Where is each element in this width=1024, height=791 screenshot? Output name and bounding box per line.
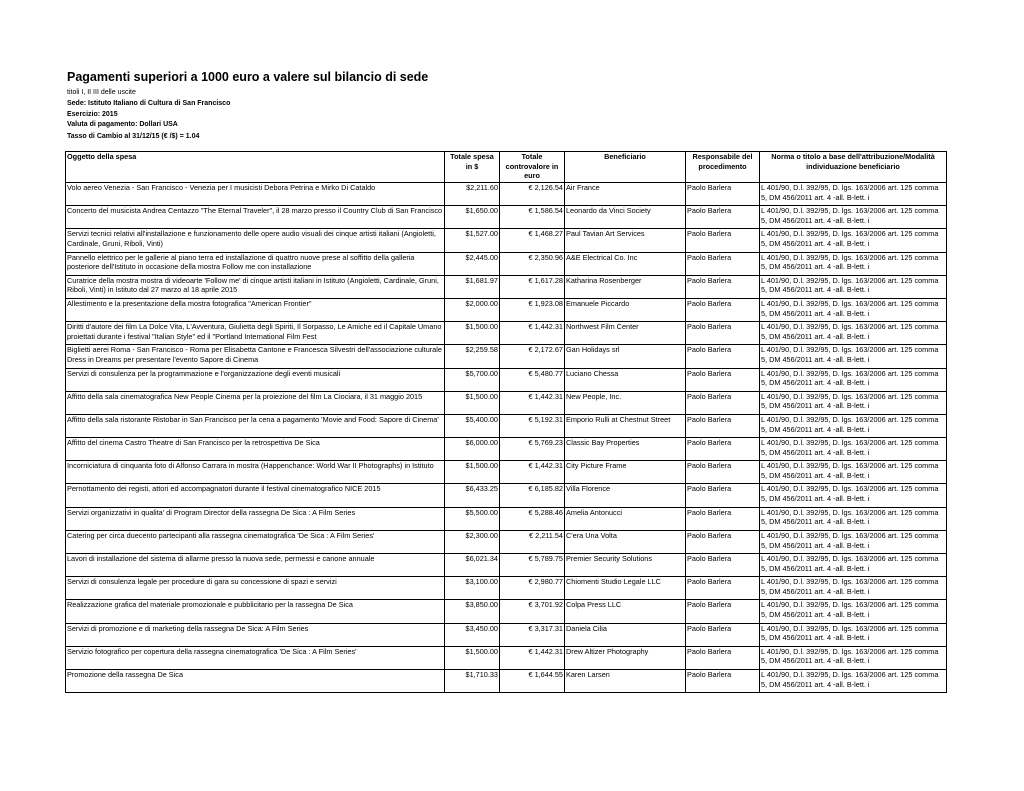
- cell-norma: L 401/90, D.l. 392/95, D. lgs. 163/2006 art. 125 comma 5, DM 456/2011 art. 4 -all. B-lett. i: [760, 530, 947, 553]
- table-row: [66, 461, 947, 484]
- cell-responsabile: Paolo Barlera: [686, 646, 760, 669]
- cell-norma: L 401/90, D.l. 392/95, D. lgs. 163/2006 art. 125 comma 5, DM 456/2011 art. 4 -all. B-lett. i: [760, 229, 947, 252]
- cell-norma: L 401/90, D.l. 392/95, D. lgs. 163/2006 art. 125 comma 5, DM 456/2011 art. 4 -all. B-lett. i: [760, 646, 947, 669]
- cell-totale-usd: $2,445.00: [445, 252, 500, 275]
- cell-totale-eur: € 2,350.96: [500, 252, 565, 275]
- cell-norma: L 401/90, D.l. 392/95, D. lgs. 163/2006 art. 125 comma 5, DM 456/2011 art. 4 -all. B-lett. i: [760, 507, 947, 530]
- table-row: [66, 669, 947, 692]
- cell-beneficiario: Leonardo da Vinci Society: [565, 206, 686, 229]
- cell-responsabile: Paolo Barlera: [686, 391, 760, 414]
- table-header-row: [66, 152, 947, 183]
- cell-norma: L 401/90, D.l. 392/95, D. lgs. 163/2006 art. 125 comma 5, DM 456/2011 art. 4 -all. B-lett. i: [760, 252, 947, 275]
- cell-responsabile: Paolo Barlera: [686, 530, 760, 553]
- header-beneficiario: Beneficiario: [565, 152, 686, 183]
- cell-oggetto: Catering per circa duecento partecipanti alla rassegna cinematografica 'De Sica : A Film Series': [66, 530, 445, 553]
- cell-totale-usd: $2,300.00: [445, 530, 500, 553]
- cell-oggetto: Realizzazione grafica del materiale promozionale e pubblicitario per la rassegna De Sica: [66, 600, 445, 623]
- cell-totale-eur: € 5,192.31: [500, 414, 565, 437]
- cell-oggetto: Promozione della rassegna De Sica: [66, 669, 445, 692]
- cell-norma: L 401/90, D.l. 392/95, D. lgs. 163/2006 art. 125 comma 5, DM 456/2011 art. 4 -all. B-lett. i: [760, 669, 947, 692]
- cell-responsabile: Paolo Barlera: [686, 554, 760, 577]
- table-row: [66, 275, 947, 298]
- esercizio-label: Esercizio: 2015: [67, 111, 118, 118]
- cell-totale-usd: $6,000.00: [445, 438, 500, 461]
- cell-norma: L 401/90, D.l. 392/95, D. lgs. 163/2006 art. 125 comma 5, DM 456/2011 art. 4 -all. B-lett. i: [760, 414, 947, 437]
- cell-oggetto: Servizi di consulenza legale per procedure di gara su concessione di spazi e servizi: [66, 577, 445, 600]
- cell-totale-usd: $2,000.00: [445, 298, 500, 321]
- cell-totale-usd: $1,650.00: [445, 206, 500, 229]
- table-row: [66, 623, 947, 646]
- cell-totale-eur: € 1,468.27: [500, 229, 565, 252]
- cell-norma: L 401/90, D.l. 392/95, D. lgs. 163/2006 art. 125 comma 5, DM 456/2011 art. 4 -all. B-lett. i: [760, 298, 947, 321]
- cell-oggetto: Diritti d'autore dei film La Dolce Vita, L'Avventura, Giulietta degli Spiriti, Il Sorpasso, Le Amiche ed il Capitale Umano proiettati durante i festival "Italian Style" ed il "Portland International Film Fest: [66, 322, 445, 345]
- cell-responsabile: Paolo Barlera: [686, 322, 760, 345]
- cell-norma: L 401/90, D.l. 392/95, D. lgs. 163/2006 art. 125 comma 5, DM 456/2011 art. 4 -all. B-lett. i: [760, 206, 947, 229]
- cell-totale-usd: $1,500.00: [445, 461, 500, 484]
- cell-totale-eur: € 5,789.75: [500, 554, 565, 577]
- cell-norma: L 401/90, D.l. 392/95, D. lgs. 163/2006 art. 125 comma 5, DM 456/2011 art. 4 -all. B-lett. i: [760, 484, 947, 507]
- header-oggetto: Oggetto della spesa: [66, 152, 445, 183]
- document-subtitle: titoli I, II III delle uscite: [67, 89, 136, 96]
- cell-norma: L 401/90, D.l. 392/95, D. lgs. 163/2006 art. 125 comma 5, DM 456/2011 art. 4 -all. B-lett. i: [760, 461, 947, 484]
- header-totale-usd: Totale spesa in $: [445, 152, 500, 183]
- cell-oggetto: Affitto della sala ristorante Ristobar in San Francisco per la cena a pagamento 'Movie and Food: Sapore di Cinema': [66, 414, 445, 437]
- cell-oggetto: Affitto della sala cinematografica New People Cinema per la proiezione del film La Ciociara, il 31 maggio 2015: [66, 391, 445, 414]
- cell-oggetto: Servizi tecnici relativi all'installazione e funzionamento delle opere audio visuali dei cinque artisti italiani (Angioletti, Cardinale, Gruni, Riboli, Vinti): [66, 229, 445, 252]
- cell-totale-usd: $1,500.00: [445, 322, 500, 345]
- cell-responsabile: Paolo Barlera: [686, 252, 760, 275]
- cell-beneficiario: Gan Holidays srl: [565, 345, 686, 368]
- table-row: [66, 414, 947, 437]
- cell-norma: L 401/90, D.l. 392/95, D. lgs. 163/2006 art. 125 comma 5, DM 456/2011 art. 4 -all. B-lett. i: [760, 577, 947, 600]
- cell-totale-usd: $1,710.33: [445, 669, 500, 692]
- cell-beneficiario: Northwest Film Center: [565, 322, 686, 345]
- sede-label: Sede: Istituto Italiano di Cultura di San Francisco: [67, 100, 231, 107]
- cell-totale-usd: $5,400.00: [445, 414, 500, 437]
- cell-norma: L 401/90, D.l. 392/95, D. lgs. 163/2006 art. 125 comma 5, DM 456/2011 art. 4 -all. B-lett. i: [760, 183, 947, 206]
- cell-totale-usd: $1,527.00: [445, 229, 500, 252]
- header-totale-eur: Totale controvalore in euro: [500, 152, 565, 183]
- cell-norma: L 401/90, D.l. 392/95, D. lgs. 163/2006 art. 125 comma 5, DM 456/2011 art. 4 -all. B-lett. i: [760, 275, 947, 298]
- cell-totale-eur: € 1,442.31: [500, 322, 565, 345]
- cell-beneficiario: Karen Larsen: [565, 669, 686, 692]
- cell-beneficiario: A&E Electrical Co. Inc: [565, 252, 686, 275]
- table-row: [66, 484, 947, 507]
- cell-responsabile: Paolo Barlera: [686, 183, 760, 206]
- cell-totale-usd: $3,450.00: [445, 623, 500, 646]
- cell-responsabile: Paolo Barlera: [686, 461, 760, 484]
- cell-beneficiario: Drew Altizer Photography: [565, 646, 686, 669]
- cell-oggetto: Pannello elettrico per le gallerie al piano terra ed installazione di quattro nuove prese al soffitto della galleria posteriore dell'Istituto in occasione della mostra Follow me con installazione: [66, 252, 445, 275]
- cell-totale-eur: € 1,644.55: [500, 669, 565, 692]
- cell-totale-usd: $1,500.00: [445, 646, 500, 669]
- cell-beneficiario: Katharina Rosenberger: [565, 275, 686, 298]
- cell-beneficiario: Premier Security Solutions: [565, 554, 686, 577]
- cell-responsabile: Paolo Barlera: [686, 229, 760, 252]
- cell-totale-eur: € 2,980.77: [500, 577, 565, 600]
- cell-oggetto: Curatrice della mostra mostra di videoarte 'Follow me' di cinque artisti italiani in Istituto (Angioletti, Cardinale, Gruni, Riboli, Vinti) in Istituto dal 27 marzo al 18 aprile 2015: [66, 275, 445, 298]
- cell-beneficiario: C'era Una Volta: [565, 530, 686, 553]
- cell-totale-eur: € 6,185.82: [500, 484, 565, 507]
- cell-beneficiario: Emanuele Piccardo: [565, 298, 686, 321]
- cell-totale-eur: € 1,442.31: [500, 461, 565, 484]
- cell-responsabile: Paolo Barlera: [686, 275, 760, 298]
- table-row: [66, 183, 947, 206]
- table-row: [66, 368, 947, 391]
- cell-beneficiario: Paul Tavian Art Services: [565, 229, 686, 252]
- cell-norma: L 401/90, D.l. 392/95, D. lgs. 163/2006 art. 125 comma 5, DM 456/2011 art. 4 -all. B-lett. i: [760, 391, 947, 414]
- cell-beneficiario: Amelia Antonucci: [565, 507, 686, 530]
- cell-beneficiario: City Picture Frame: [565, 461, 686, 484]
- table-row: [66, 298, 947, 321]
- cell-norma: L 401/90, D.l. 392/95, D. lgs. 163/2006 art. 125 comma 5, DM 456/2011 art. 4 -all. B-lett. i: [760, 554, 947, 577]
- cell-norma: L 401/90, D.l. 392/95, D. lgs. 163/2006 art. 125 comma 5, DM 456/2011 art. 4 -all. B-lett. i: [760, 322, 947, 345]
- cell-responsabile: Paolo Barlera: [686, 414, 760, 437]
- table-row: [66, 554, 947, 577]
- table-row: [66, 577, 947, 600]
- cell-totale-usd: $1,500.00: [445, 391, 500, 414]
- cell-norma: L 401/90, D.l. 392/95, D. lgs. 163/2006 art. 125 comma 5, DM 456/2011 art. 4 -all. B-lett. i: [760, 368, 947, 391]
- cell-responsabile: Paolo Barlera: [686, 623, 760, 646]
- cell-beneficiario: Colpa Press LLC: [565, 600, 686, 623]
- cell-responsabile: Paolo Barlera: [686, 507, 760, 530]
- cell-totale-eur: € 1,586.54: [500, 206, 565, 229]
- cell-oggetto: Servizi di promozione e di marketing della rassegna De Sica: A Film Series: [66, 623, 445, 646]
- cell-oggetto: Biglietti aerei Roma - San Francisco - Roma per Elisabetta Cantone e Francesca Silvestri dell'associazione culturale Dress in Dreams per presentare l'evento Sapore di Cinema: [66, 345, 445, 368]
- cell-responsabile: Paolo Barlera: [686, 298, 760, 321]
- table-row: [66, 229, 947, 252]
- cell-oggetto: Affitto del cinema Castro Theatre di San Francisco per la retrospettiva De Sica: [66, 438, 445, 461]
- cell-responsabile: Paolo Barlera: [686, 669, 760, 692]
- cell-totale-eur: € 1,442.31: [500, 391, 565, 414]
- table-row: [66, 252, 947, 275]
- cell-totale-eur: € 2,126.54: [500, 183, 565, 206]
- cell-totale-eur: € 3,317.31: [500, 623, 565, 646]
- header-norma: Norma o titolo a base dell'attribuzione/Modalità individuazione beneficiario: [760, 152, 947, 183]
- cell-totale-eur: € 5,480.77: [500, 368, 565, 391]
- cell-totale-usd: $2,259.58: [445, 345, 500, 368]
- cell-responsabile: Paolo Barlera: [686, 368, 760, 391]
- tasso-label: Tasso di Cambio al 31/12/15 (€ /$) = 1.04: [67, 133, 200, 140]
- cell-oggetto: Incorniciatura di cinquanta foto di Alfonso Carrara in mostra (Happenchance: World War II Photographs) in Istituto: [66, 461, 445, 484]
- cell-beneficiario: Daniela Cilia: [565, 623, 686, 646]
- cell-beneficiario: Emporio Rulli at Chestnut Street: [565, 414, 686, 437]
- cell-oggetto: Allestimento e la presentazione della mostra fotografica "American Frontier": [66, 298, 445, 321]
- document-title: Pagamenti superiori a 1000 euro a valere sul bilancio di sede: [67, 70, 429, 84]
- cell-norma: L 401/90, D.l. 392/95, D. lgs. 163/2006 art. 125 comma 5, DM 456/2011 art. 4 -all. B-lett. i: [760, 345, 947, 368]
- cell-totale-eur: € 5,288.46: [500, 507, 565, 530]
- cell-norma: L 401/90, D.l. 392/95, D. lgs. 163/2006 art. 125 comma 5, DM 456/2011 art. 4 -all. B-lett. i: [760, 438, 947, 461]
- cell-totale-usd: $3,850.00: [445, 600, 500, 623]
- cell-responsabile: Paolo Barlera: [686, 484, 760, 507]
- table-row: [66, 507, 947, 530]
- table-row: [66, 345, 947, 368]
- header-responsabile: Responsabile del procedimento: [686, 152, 760, 183]
- cell-beneficiario: Classic Bay Properties: [565, 438, 686, 461]
- cell-beneficiario: New People, Inc.: [565, 391, 686, 414]
- cell-beneficiario: Air France: [565, 183, 686, 206]
- cell-totale-eur: € 2,172.67: [500, 345, 565, 368]
- cell-oggetto: Concerto del musicista Andrea Centazzo "The Eternal Traveler", il 28 marzo presso il Country Club di San Francisco: [66, 206, 445, 229]
- cell-totale-usd: $5,700.00: [445, 368, 500, 391]
- cell-totale-usd: $1,681.97: [445, 275, 500, 298]
- cell-oggetto: Pernottamento dei registi, attori ed accompagnatori durante il festival cinematografico NICE 2015: [66, 484, 445, 507]
- cell-norma: L 401/90, D.l. 392/95, D. lgs. 163/2006 art. 125 comma 5, DM 456/2011 art. 4 -all. B-lett. i: [760, 623, 947, 646]
- cell-oggetto: Servizi organizzativi in qualita' di Program Director della rassegna De Sica : A Film Series: [66, 507, 445, 530]
- cell-totale-eur: € 1,923.08: [500, 298, 565, 321]
- table-row: [66, 646, 947, 669]
- table-row: [66, 438, 947, 461]
- cell-responsabile: Paolo Barlera: [686, 345, 760, 368]
- cell-oggetto: Lavori di installazione del sistema di allarme presso la nuova sede, permessi e canone annuale: [66, 554, 445, 577]
- cell-totale-usd: $3,100.00: [445, 577, 500, 600]
- cell-oggetto: Servizi di consulenza per la programmazione e l'organizzazione degli eventi musicali: [66, 368, 445, 391]
- cell-totale-usd: $6,433.25: [445, 484, 500, 507]
- cell-responsabile: Paolo Barlera: [686, 206, 760, 229]
- cell-responsabile: Paolo Barlera: [686, 600, 760, 623]
- cell-totale-eur: € 1,442.31: [500, 646, 565, 669]
- cell-oggetto: Volo aereo Venezia - San Francisco - Venezia per I musicisti Debora Petrina e Mirko Di Cataldo: [66, 183, 445, 206]
- table-row: [66, 530, 947, 553]
- cell-responsabile: Paolo Barlera: [686, 438, 760, 461]
- cell-totale-eur: € 2,211.54: [500, 530, 565, 553]
- cell-totale-eur: € 1,617.28: [500, 275, 565, 298]
- cell-norma: L 401/90, D.l. 392/95, D. lgs. 163/2006 art. 125 comma 5, DM 456/2011 art. 4 -all. B-lett. i: [760, 600, 947, 623]
- table-row: [66, 206, 947, 229]
- table-row: [66, 391, 947, 414]
- cell-responsabile: Paolo Barlera: [686, 577, 760, 600]
- cell-totale-eur: € 3,701.92: [500, 600, 565, 623]
- table-row: [66, 322, 947, 345]
- valuta-label: Valuta di pagamento: Dollari USA: [67, 121, 178, 128]
- payments-table: [65, 151, 947, 693]
- cell-totale-eur: € 5,769.23: [500, 438, 565, 461]
- cell-totale-usd: $5,500.00: [445, 507, 500, 530]
- cell-beneficiario: Luciano Chessa: [565, 368, 686, 391]
- cell-oggetto: Servizio fotografico per copertura della rassegna cinematografica 'De Sica : A Film Series': [66, 646, 445, 669]
- cell-beneficiario: Chiomenti Studio Legale LLC: [565, 577, 686, 600]
- cell-totale-usd: $6,021.34: [445, 554, 500, 577]
- table-row: [66, 600, 947, 623]
- cell-totale-usd: $2,211.60: [445, 183, 500, 206]
- cell-beneficiario: Villa Florence: [565, 484, 686, 507]
